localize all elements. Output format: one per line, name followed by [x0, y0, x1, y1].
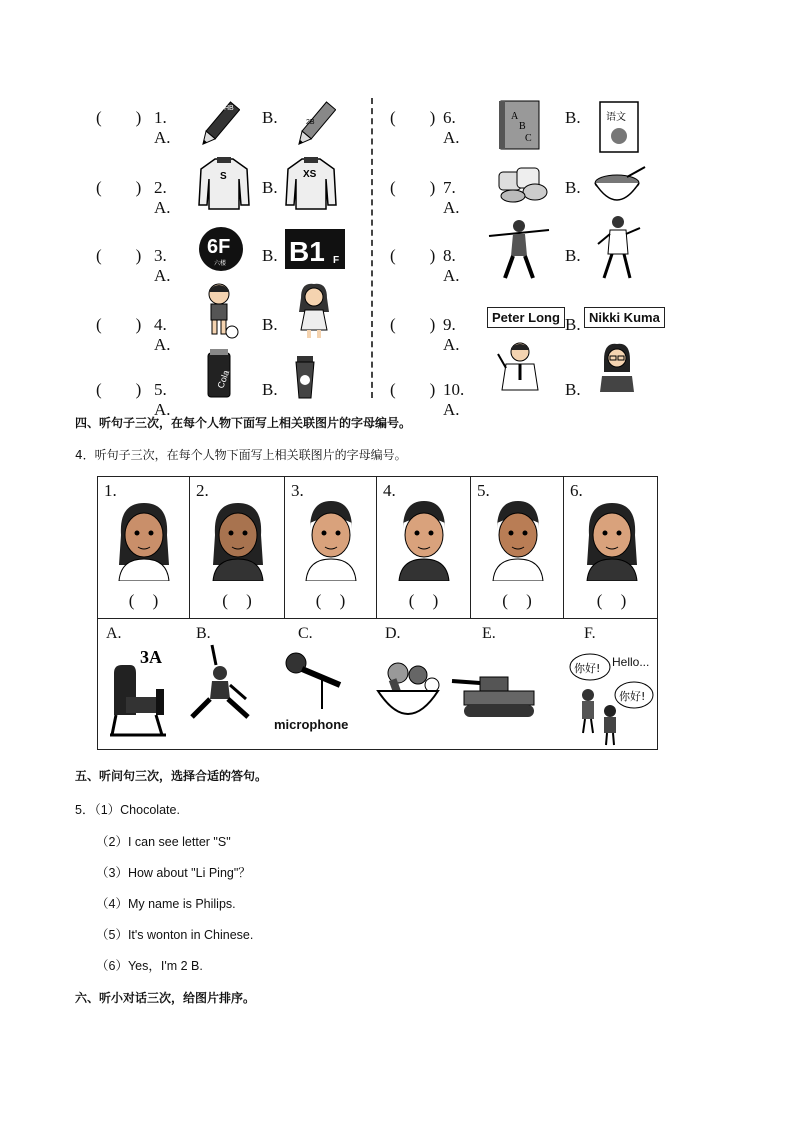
matching-grid	[97, 476, 658, 750]
picture-letter: E.	[482, 625, 496, 642]
answer-blank[interactable]: ( )	[96, 246, 142, 265]
section4-heading: 四、听句子三次，在每个人物下面写上相关联图片的字母编号。	[75, 416, 412, 430]
person-number: 6.	[570, 481, 583, 500]
floor-6f-label: 6F	[207, 236, 231, 258]
answer-blank[interactable]: ( )	[390, 315, 436, 334]
person-number: 3.	[291, 481, 304, 500]
picture-letter: B.	[196, 625, 211, 642]
floor-6f-sublabel: 六楼	[214, 260, 227, 267]
hello-text: Hello...	[612, 655, 650, 669]
question-number: 1. A.	[154, 108, 171, 147]
pencil-hb-picture	[198, 98, 240, 152]
column-divider	[371, 98, 373, 398]
greeting-bubble-2: 你好!	[619, 690, 646, 703]
question-number: 5. A.	[154, 380, 171, 419]
section4-instruction: 4．听句子三次，在每个人物下面写上相关联图片的字母编号。	[75, 448, 407, 462]
microphone-picture	[282, 649, 352, 711]
answer-option: 5．（1）Chocolate.	[75, 803, 180, 817]
pencil-2b-label: 2B	[306, 119, 315, 126]
person-number: 2.	[196, 481, 209, 500]
person-number: 5.	[477, 481, 490, 500]
answer-blank[interactable]: ( )	[390, 108, 436, 127]
person-cell	[377, 477, 471, 618]
option-b-label: B.	[565, 380, 581, 399]
option-b-label: B.	[565, 246, 581, 265]
floor-b1-sublabel: F	[333, 255, 340, 266]
answer-blank[interactable]: ( )	[390, 246, 436, 265]
section6-heading: 六、听小对话三次，给图片排序。	[75, 991, 256, 1005]
svg-text:C: C	[525, 133, 532, 144]
answer-option: （4）My name is Philips.	[96, 897, 236, 911]
option-b-label: B.	[262, 246, 278, 265]
pencil-hb-label: HB	[224, 105, 234, 112]
person-cell	[285, 477, 377, 618]
sweater-s-picture	[197, 155, 251, 213]
man-teacher-picture	[496, 340, 542, 392]
answer-option: （2）I can see letter "S"	[96, 835, 231, 849]
answer-blank[interactable]: ( )	[315, 591, 346, 610]
question-number: 7. A.	[443, 178, 460, 217]
chinese-book-label: 语文	[606, 112, 626, 123]
answer-blank[interactable]: ( )	[390, 380, 436, 399]
question-number: 6. A.	[443, 108, 460, 147]
picture-letter: F.	[584, 625, 596, 642]
seat-label: 3A	[140, 647, 162, 667]
question-number: 4. A.	[154, 315, 171, 354]
grid-divider	[98, 618, 657, 619]
option-b-label: B.	[565, 178, 581, 197]
cola-can-label: Cola	[215, 368, 232, 390]
airplane-seat-picture	[106, 641, 172, 741]
person-portrait	[577, 495, 647, 581]
option-b-label: B.	[262, 108, 278, 127]
sweater-s-label: S	[220, 171, 227, 182]
option-b-label: B.	[262, 315, 278, 334]
answer-blank[interactable]: ( )	[96, 380, 142, 399]
cola-can-picture	[205, 347, 233, 399]
person-cell	[98, 477, 190, 618]
person-portrait	[296, 495, 366, 581]
coffee-cup-picture	[293, 354, 317, 400]
answer-blank[interactable]: ( )	[390, 178, 436, 197]
answer-blank[interactable]: ( )	[408, 591, 439, 610]
tank-picture	[450, 665, 538, 721]
person-portrait	[483, 495, 553, 581]
person-number: 1.	[104, 481, 117, 500]
question-number: 9. A.	[443, 315, 460, 354]
girl-picture	[295, 282, 333, 340]
name-label-nikki-kuma: Nikki Kuma	[584, 307, 665, 328]
answer-blank[interactable]: ( )	[222, 591, 252, 610]
option-b-label: B.	[565, 315, 581, 334]
person-cell	[190, 477, 285, 618]
pencil-2b-picture	[294, 98, 336, 152]
question-number: 10. A.	[443, 380, 465, 419]
chinese-book-picture	[597, 100, 641, 154]
person-cell	[564, 477, 659, 618]
sweater-xs-picture	[284, 155, 338, 213]
kungfu-pose-picture	[186, 643, 258, 727]
name-label-peter-long: Peter Long	[487, 307, 565, 328]
answer-blank[interactable]: ( )	[96, 315, 142, 334]
answer-option: （6）Yes，I'm 2 B.	[96, 959, 203, 973]
person-portrait	[389, 495, 459, 581]
question-number: 3. A.	[154, 246, 171, 285]
woman-teacher-picture	[598, 342, 636, 392]
answer-blank[interactable]: ( )	[96, 178, 142, 197]
salad-bowl-picture	[374, 657, 444, 729]
picture-letter: A.	[106, 625, 122, 642]
answer-blank[interactable]: ( )	[96, 108, 142, 127]
answer-blank[interactable]: ( )	[128, 591, 159, 610]
answer-blank[interactable]: ( )	[502, 591, 532, 610]
microphone-label: microphone	[274, 717, 349, 732]
taichi-picture	[596, 214, 642, 282]
picture-letter: D.	[385, 625, 401, 642]
floor-b1-label: B1	[289, 236, 325, 267]
picture-letter: C.	[298, 625, 313, 642]
floor-b1-sign	[285, 229, 345, 269]
option-b-label: B.	[262, 380, 278, 399]
question-number: 2. A.	[154, 178, 171, 217]
person-cell	[471, 477, 564, 618]
option-b-label: B.	[565, 108, 581, 127]
greeting-bubble-1: 你好!	[574, 662, 601, 675]
answer-blank[interactable]: ( )	[596, 591, 627, 610]
svg-text:B: B	[519, 121, 526, 132]
person-portrait	[109, 495, 179, 581]
answer-option: （5）It's wonton in Chinese.	[96, 928, 254, 942]
kungfu-staff-picture	[487, 216, 551, 284]
person-portrait	[203, 495, 273, 581]
abc-book-picture	[497, 99, 543, 151]
section5-heading: 五、听问句三次，选择合适的答句。	[75, 769, 268, 783]
floor-6f-sign	[198, 225, 244, 273]
boy-football-picture	[203, 282, 239, 340]
sweater-xs-label: XS	[303, 169, 317, 180]
option-b-label: B.	[262, 178, 278, 197]
svg-text:A: A	[511, 111, 519, 122]
answer-option: （3）How about "Li Ping"？	[96, 866, 251, 880]
question-number: 8. A.	[443, 246, 460, 285]
soup-bowl-picture	[591, 165, 647, 209]
dumplings-picture	[495, 162, 549, 206]
person-number: 4.	[383, 481, 396, 500]
